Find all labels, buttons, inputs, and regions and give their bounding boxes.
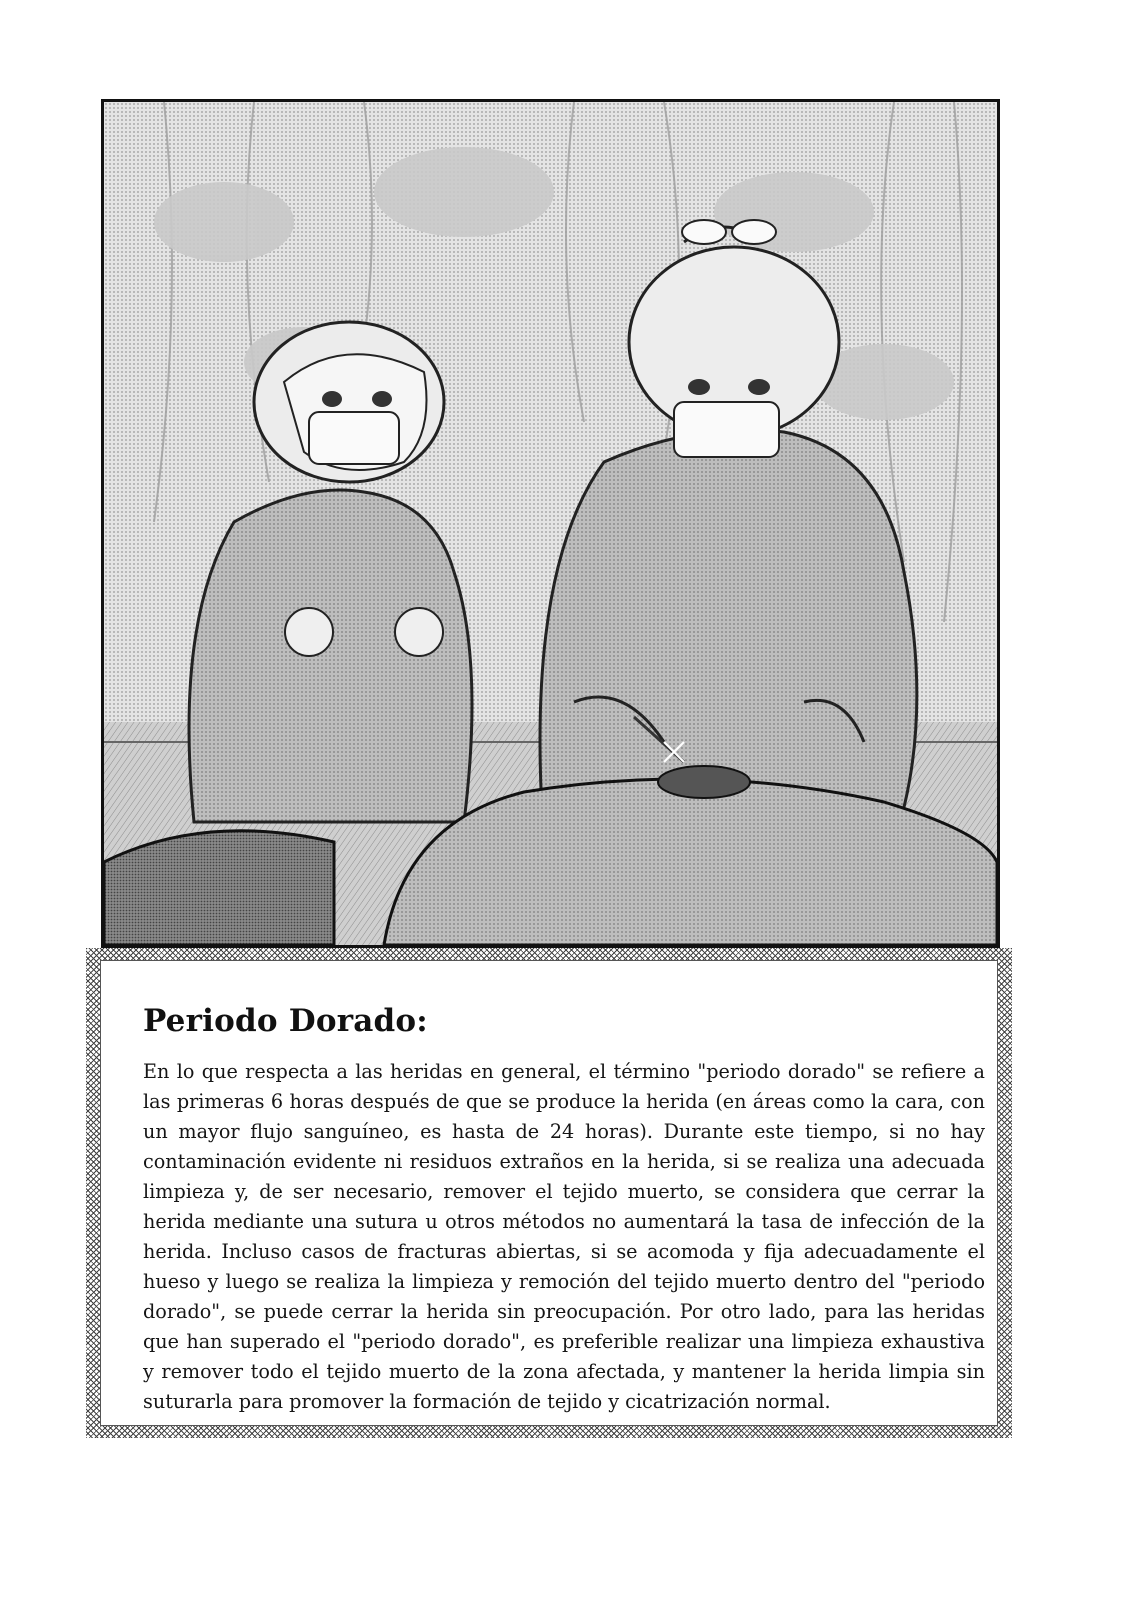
manga-illustration-panel xyxy=(101,99,1000,948)
caption-box-checkered-border xyxy=(86,948,1012,1438)
caption-title: Periodo Dorado: xyxy=(143,1003,428,1039)
caption-box xyxy=(100,960,998,1426)
surgery-scene-illustration xyxy=(104,102,997,945)
caption-body: En lo que respecta a las heridas en general, el término "periodo dorado" se refiere a las primeras 6 horas después de que se produce la herida (en áreas como la cara, con un mayor flujo sanguíneo, es hasta de 24 horas). Durante este tiempo, si no hay contaminación evidente ni residuos extraños en la herida, si se realiza una adecuada limpieza y, de ser necesario, remover el tejido muerto, se considera que cerrar la herida mediante una sutura u otros métodos no aumentará la tasa de infección de la herida. Incluso casos de fracturas abiertas, si se acomoda y fija adecuadamente el hueso y luego se realiza la limpieza y remoción del tejido muerto dentro del "periodo dorado", se puede cerrar la herida sin preocupación. Por otro lado, para las heridas que han superado el "periodo dorado", es preferible realizar una limpieza exhaustiva y remover todo el tejido muerto de la zona afectada, y mantener la herida limpia sin suturarla para promover la formación de tejido y cicatrización normal. xyxy=(143,1060,985,1413)
